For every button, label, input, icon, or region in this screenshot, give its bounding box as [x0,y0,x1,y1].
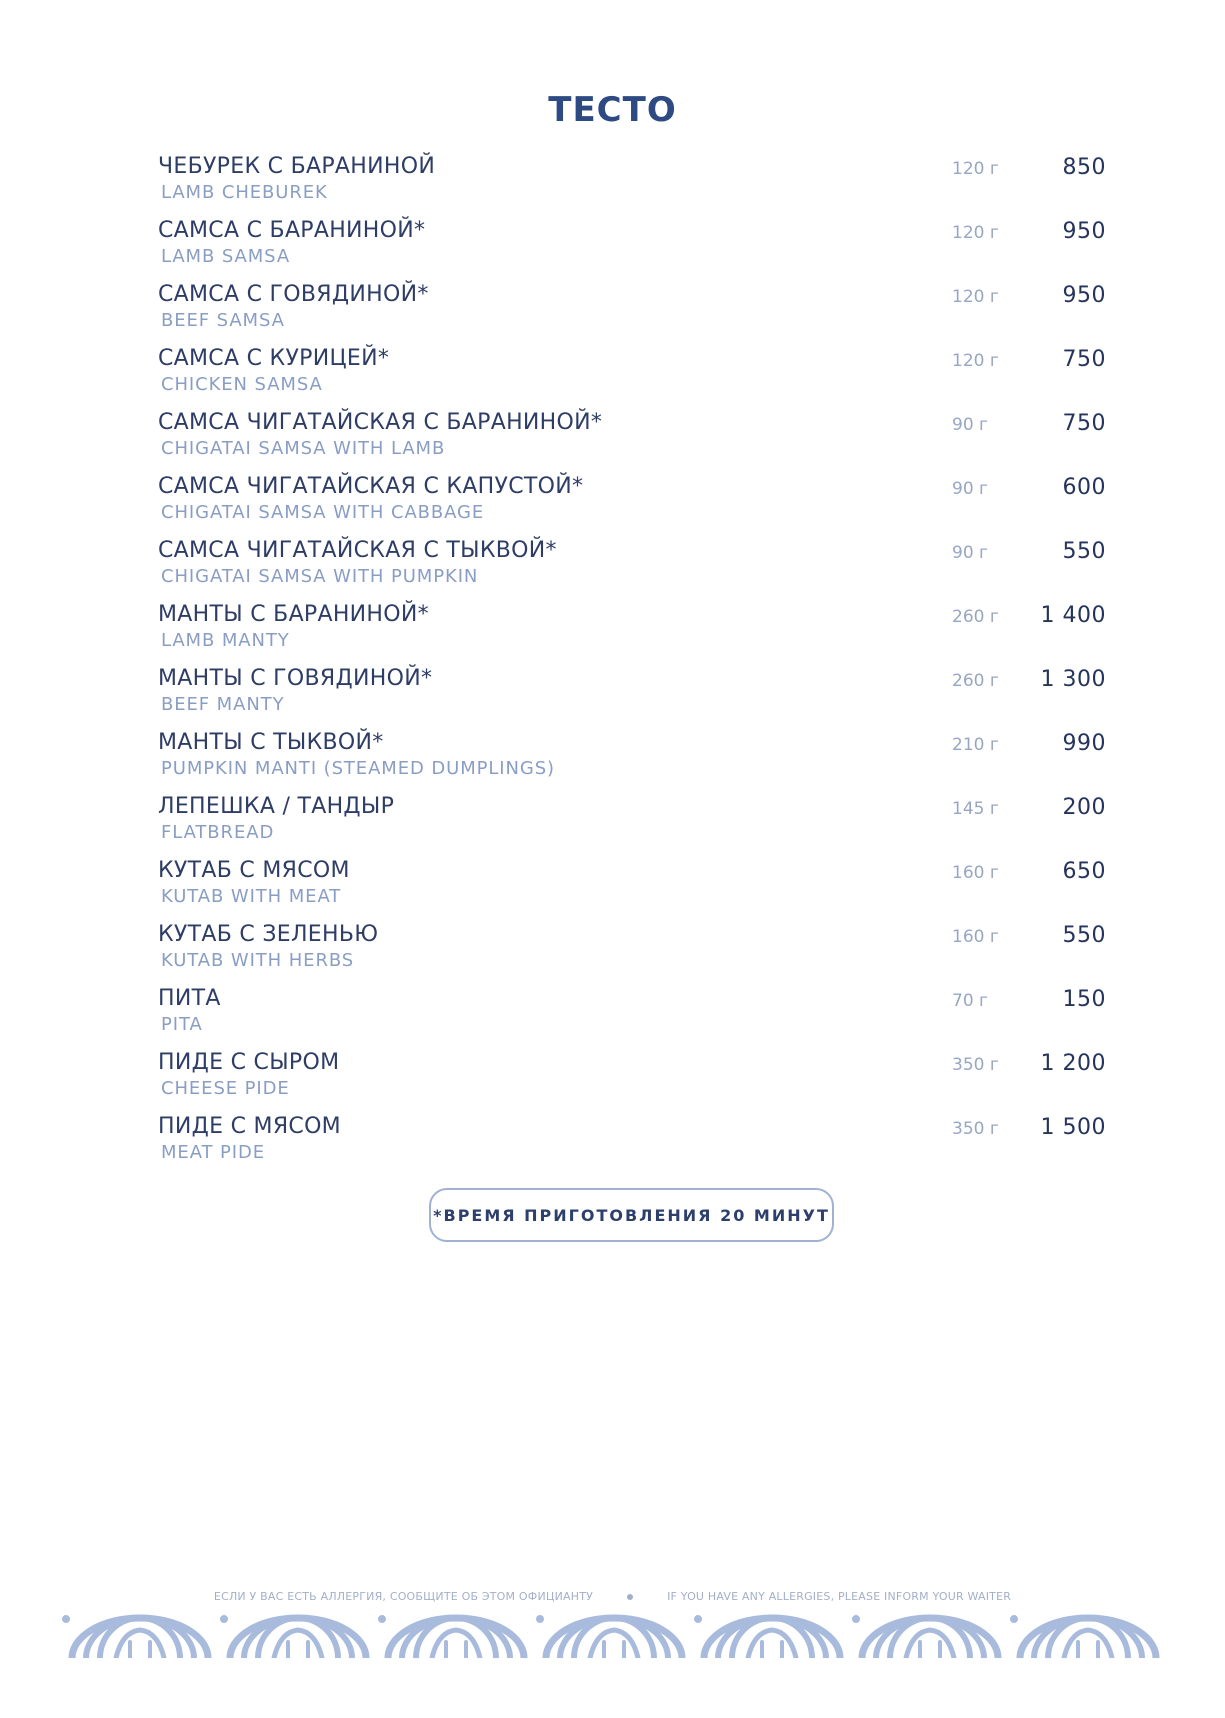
item-weight: 260 г [952,671,999,691]
item-name: ЛЕПЕШКА / ТАНДЫР [158,794,395,819]
item-name: КУТАБ С ЗЕЛЕНЬЮ [158,922,379,947]
item-name: КУТАБ С МЯСОМ [158,858,350,883]
item-weight: 90 г [952,543,988,563]
item-name: ПИДЕ С СЫРОМ [158,1050,340,1075]
item-name: МАНТЫ С ГОВЯДИНОЙ* [158,666,433,691]
allergy-notice [0,1590,1225,1603]
decorative-ornament-border [60,1612,1168,1658]
item-name: САМСА ЧИГАТАЙСКАЯ С БАРАНИНОЙ* [158,410,603,435]
menu-item [158,408,1106,472]
item-price: 1 500 [1040,1115,1106,1140]
item-translation: KUTAB WITH HERBS [161,950,355,971]
item-translation: BEEF MANTY [161,694,285,715]
item-translation: CHICKEN SAMSA [161,374,323,395]
item-name: САМСА ЧИГАТАЙСКАЯ С КАПУСТОЙ* [158,474,584,499]
item-name: САМСА С КУРИЦЕЙ* [158,346,390,371]
item-weight: 120 г [952,159,999,179]
item-translation: LAMB CHEBUREK [161,182,328,203]
menu-item [158,664,1106,728]
item-weight: 210 г [952,735,999,755]
item-name: САМСА С БАРАНИНОЙ* [158,218,426,243]
item-translation: FLATBREAD [161,822,275,843]
menu-item [158,1048,1106,1112]
item-price: 150 [1062,987,1106,1012]
menu-item [158,344,1106,408]
item-price: 1 400 [1040,603,1106,628]
menu-item [158,472,1106,536]
allergy-notice-ru: ЕСЛИ У ВАС ЕСТЬ АЛЛЕРГИЯ, СООБЩИТЕ ОБ ЭТОМ ОФИЦИАНТУ [213,1590,594,1603]
item-price: 990 [1062,731,1106,756]
item-weight: 120 г [952,351,999,371]
item-price: 950 [1062,283,1106,308]
menu-item [158,920,1106,984]
item-name: ПИТА [158,986,221,1011]
item-translation: PUMPKIN MANTI (STEAMED DUMPLINGS) [161,758,555,779]
item-weight: 350 г [952,1119,999,1139]
item-weight: 260 г [952,607,999,627]
item-price: 650 [1062,859,1106,884]
item-price: 600 [1062,475,1106,500]
menu-item [158,152,1106,216]
item-translation: MEAT PIDE [161,1142,266,1163]
allergy-notice-en: IF YOU HAVE ANY ALLERGIES, PLEASE INFORM YOUR WAITER [667,1590,1012,1603]
item-weight: 160 г [952,927,999,947]
item-price: 850 [1062,155,1106,180]
item-weight: 350 г [952,1055,999,1075]
item-name: МАНТЫ С БАРАНИНОЙ* [158,602,429,627]
item-name: ЧЕБУРЕК С БАРАНИНОЙ [158,154,436,179]
item-weight: 120 г [952,287,999,307]
item-name: МАНТЫ С ТЫКВОЙ* [158,730,384,755]
item-translation: LAMB SAMSA [161,246,291,267]
menu-item [158,1112,1106,1176]
item-weight: 90 г [952,479,988,499]
item-weight: 90 г [952,415,988,435]
menu-item [158,536,1106,600]
item-price: 750 [1062,411,1106,436]
menu-list [158,152,1106,1176]
menu-item [158,216,1106,280]
item-price: 1 300 [1040,667,1106,692]
menu-item [158,856,1106,920]
menu-item [158,792,1106,856]
item-weight: 145 г [952,799,999,819]
item-price: 950 [1062,219,1106,244]
menu-item [158,728,1106,792]
item-translation: PITA [161,1014,203,1035]
item-translation: LAMB MANTY [161,630,290,651]
item-translation: CHIGATAI SAMSA WITH PUMPKIN [161,566,479,587]
item-translation: CHIGATAI SAMSA WITH LAMB [161,438,446,459]
item-name: САМСА ЧИГАТАЙСКАЯ С ТЫКВОЙ* [158,538,557,563]
item-name: ПИДЕ С МЯСОМ [158,1114,341,1139]
cooking-time-note: *ВРЕМЯ ПРИГОТОВЛЕНИЯ 20 МИНУТ [429,1188,834,1242]
item-translation: CHIGATAI SAMSA WITH CABBAGE [161,502,485,523]
item-price: 200 [1062,795,1106,820]
item-price: 550 [1062,539,1106,564]
menu-item [158,600,1106,664]
item-translation: KUTAB WITH MEAT [161,886,342,907]
item-price: 1 200 [1040,1051,1106,1076]
item-name: САМСА С ГОВЯДИНОЙ* [158,282,429,307]
item-weight: 70 г [952,991,988,1011]
item-weight: 120 г [952,223,999,243]
item-price: 550 [1062,923,1106,948]
menu-item [158,280,1106,344]
page-title: ТЕСТО [548,90,677,130]
menu-item [158,984,1106,1048]
separator-dot [627,1594,633,1600]
item-price: 750 [1062,347,1106,372]
item-translation: BEEF SAMSA [161,310,285,331]
item-weight: 160 г [952,863,999,883]
item-translation: CHEESE PIDE [161,1078,290,1099]
